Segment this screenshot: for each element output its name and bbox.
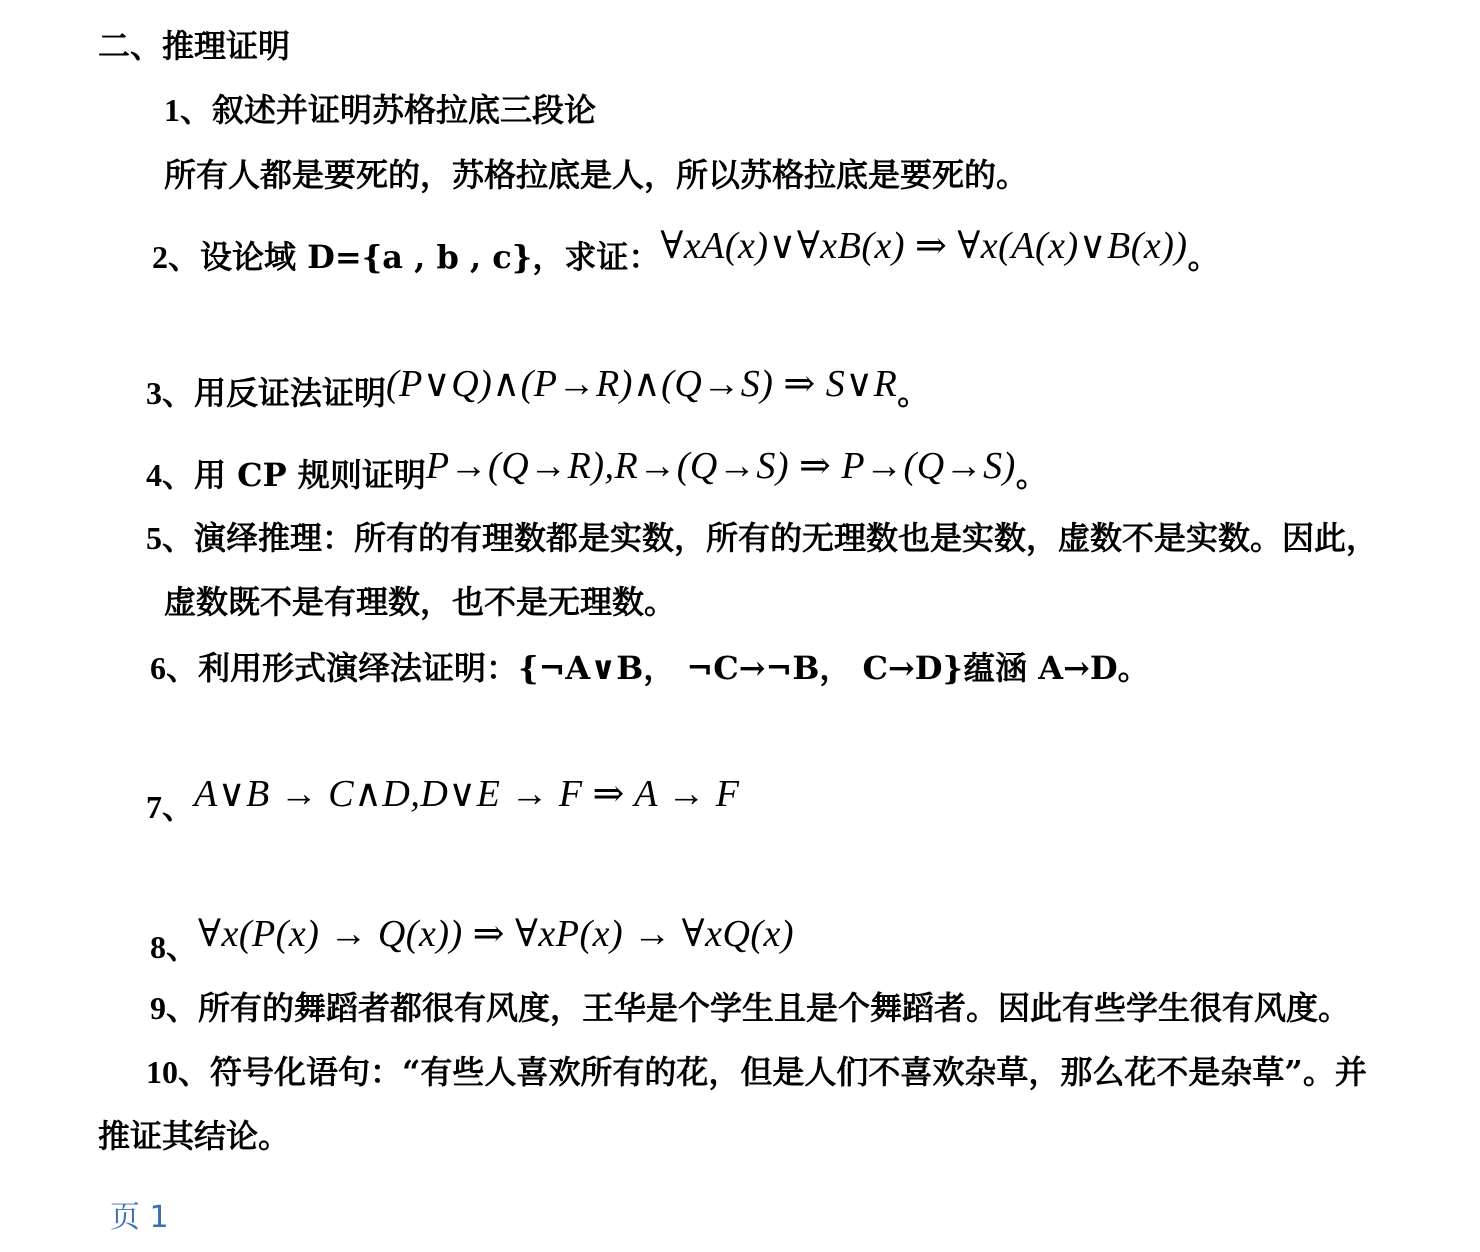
- problem-1: [164, 90, 596, 130]
- problem-4-formula: P→(Q→R),R→(Q→S) ⇒ P→(Q→S): [425, 445, 1016, 487]
- problem-3-formula: (P∨Q)∧(P→R)∧(Q→S) ⇒ S∨R: [386, 363, 898, 405]
- problem-9-text: 所有的舞蹈者都很有风度，王华是个学生且是个舞蹈者。因此有些学生很有风度。: [198, 989, 1351, 1027]
- problem-10-continuation: 推证其结论。: [98, 1117, 291, 1155]
- problem-5: [146, 518, 1378, 558]
- syllogism-statement: 所有人都是要死的，苏格拉底是人，所以苏格拉底是要死的。: [164, 156, 1029, 194]
- problem-10-number: 10、: [146, 1054, 211, 1090]
- problem-5-number: 5、: [146, 520, 195, 556]
- problem-6-text: 利用形式演绎法证明：{¬A∨B， ¬C→¬B， C→D}蕴涵 A→D。: [198, 649, 1150, 687]
- problem-9: [150, 988, 1350, 1028]
- problem-2-text: 设论域 D={a , b , c}，求证：: [200, 238, 661, 276]
- problem-3: [146, 363, 930, 413]
- problem-7-formula: A∨B → C∧D,D∨E → F ⇒ A → F: [194, 773, 740, 815]
- problem-4-number: 4、: [146, 457, 195, 493]
- problem-8-formula: ∀x(P(x) → Q(x)) ⇒ ∀xP(x) → ∀xQ(x): [198, 913, 795, 955]
- problem-3-text: 用反证法证明: [194, 374, 387, 412]
- problem-3-suffix: 。: [897, 374, 930, 412]
- problem-2-suffix: 。: [1187, 238, 1220, 276]
- problem-4-suffix: 。: [1015, 456, 1048, 494]
- problem-9-number: 9、: [150, 990, 199, 1026]
- problem-4-text: 用 CP 规则证明: [194, 456, 426, 494]
- problem-4: [146, 445, 1048, 495]
- problem-7-number: 7、: [146, 789, 195, 825]
- problem-3-number: 3、: [146, 375, 195, 411]
- problem-10-text: 符号化语句：“有些人喜欢所有的花，但是人们不喜欢杂草，那么花不是杂草”。并: [210, 1053, 1367, 1091]
- problem-6-number: 6、: [150, 650, 199, 686]
- problem-2: [152, 225, 1220, 277]
- problem-8: [150, 913, 795, 967]
- problem-7: [146, 773, 740, 827]
- problem-2-formula: ∀xA(x)∨∀xB(x) ⇒ ∀x(A(x)∨B(x)): [660, 225, 1188, 267]
- page-number-label: 页 1: [110, 1200, 169, 1235]
- problem-6: [150, 648, 1150, 688]
- problem-5-continuation: 虚数既不是有理数，也不是无理数。: [164, 583, 677, 621]
- problem-1-text: 叙述并证明苏格拉底三段论: [212, 91, 597, 129]
- section-heading: 二、推理证明: [98, 27, 291, 65]
- problem-5-text: 演绎推理：所有的有理数都是实数，所有的无理数也是实数，虚数不是实数。因此，: [194, 519, 1379, 557]
- problem-8-number: 8、: [150, 929, 199, 965]
- problem-1-number: 1、: [164, 92, 213, 128]
- problem-2-number: 2、: [152, 239, 201, 275]
- problem-10: [146, 1052, 1367, 1092]
